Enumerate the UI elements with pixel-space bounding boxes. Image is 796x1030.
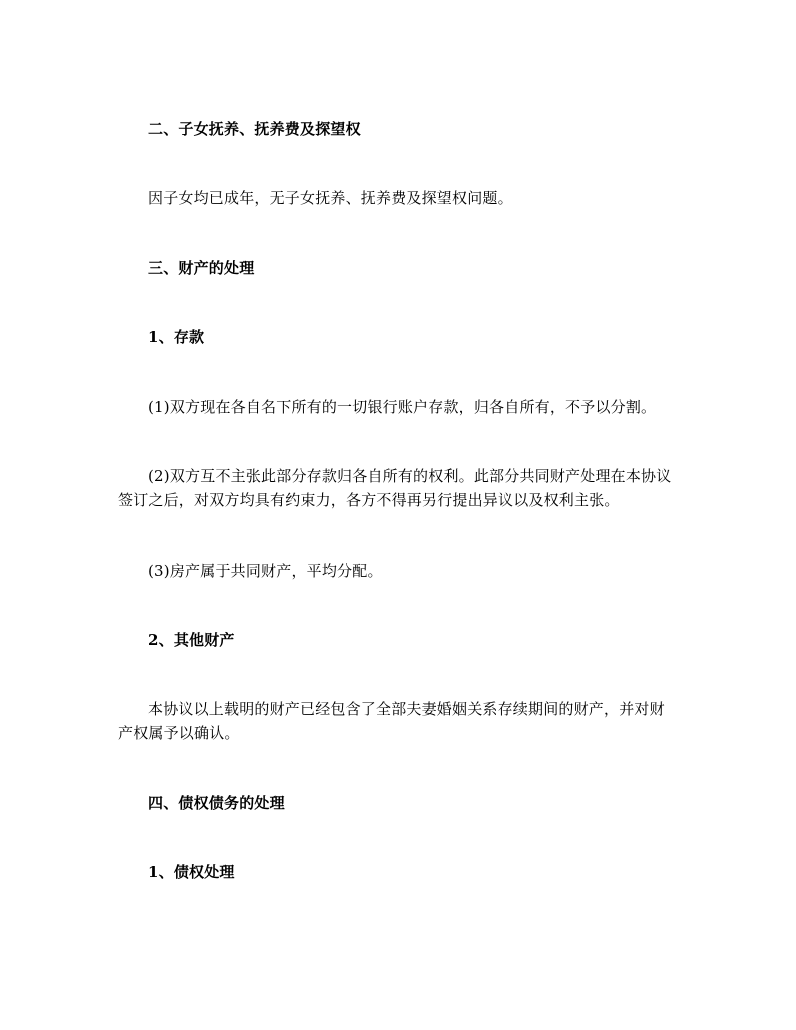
section-heading-property: 三、财产的处理: [148, 259, 255, 277]
paragraph-child-support-note: 因子女均已成年，无子女抚养、抚养费及探望权问题。: [148, 189, 513, 207]
paragraph-other-property: 本协议以上载明的财产已经包含了全部夫妻婚姻关系存续期间的财产，并对财产权属予以确认。: [118, 700, 665, 742]
paragraph-deposits-item-3: (3)房产属于共同财产，平均分配。: [148, 562, 383, 580]
section-heading-debts: 四、债权债务的处理: [148, 794, 285, 812]
subsection-heading-deposits: 1、存款: [148, 328, 205, 346]
section-heading-child-support: 二、子女抚养、抚养费及探望权: [148, 120, 361, 138]
subsection-heading-other-property: 2、其他财产: [148, 631, 235, 649]
paragraph-deposits-item-2: (2)双方互不主张此部分存款归各自所有的权利。此部分共同财产处理在本协议签订之后，对双方均具有约束力，各方不得再另行提出异议以及权利主张。: [118, 467, 672, 509]
paragraph-deposits-item-1: (1)双方现在各自名下所有的一切银行账户存款，归各自所有，不予以分割。: [148, 398, 657, 416]
subsection-heading-credit: 1、债权处理: [148, 863, 235, 881]
